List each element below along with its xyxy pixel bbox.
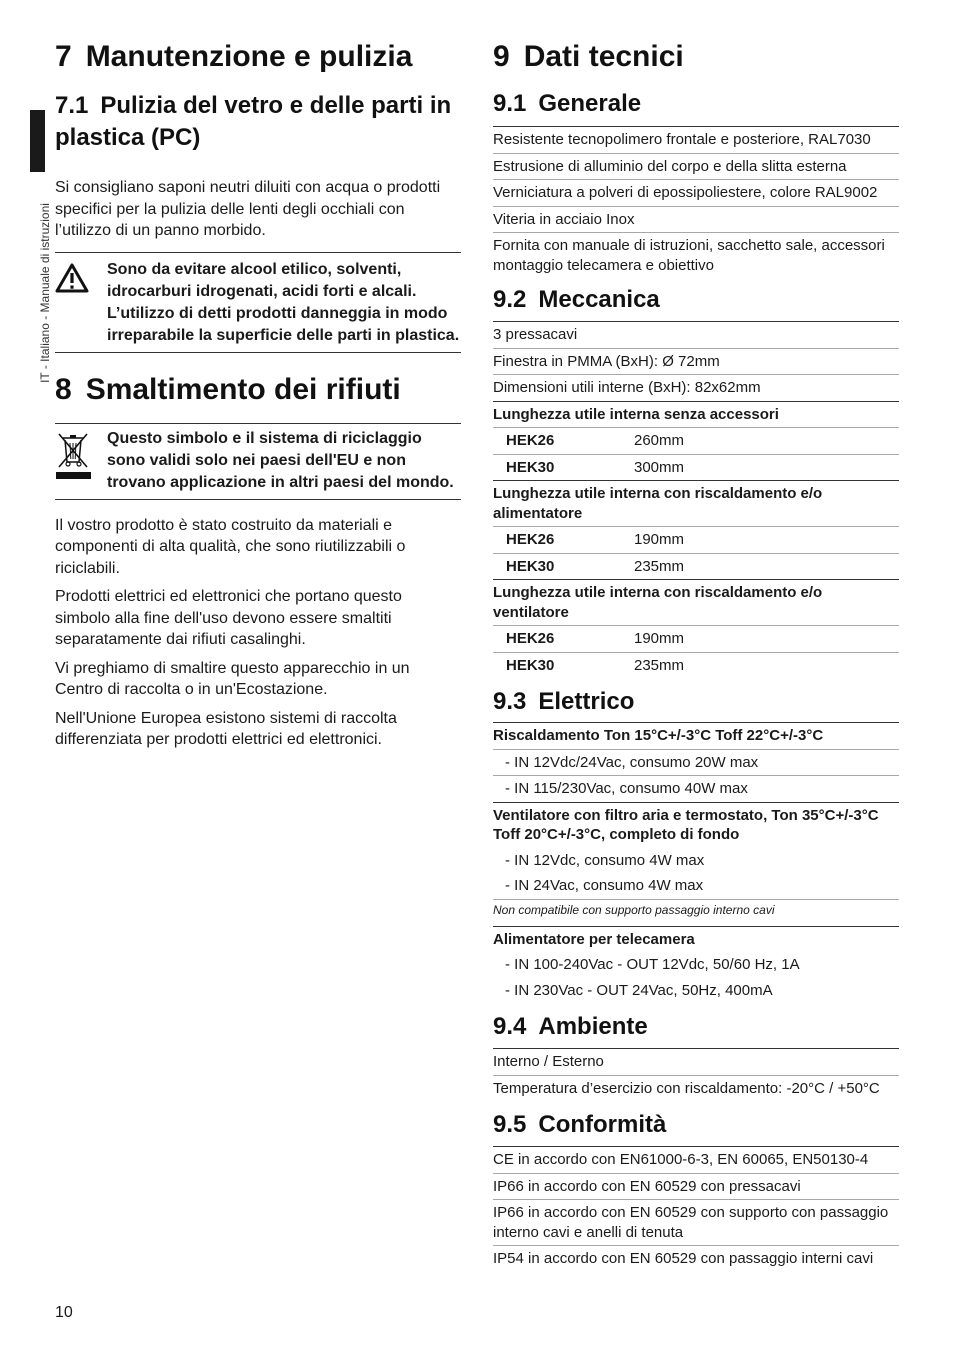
weee-notice-box (55, 423, 461, 500)
section-number: 8 (55, 372, 72, 406)
sidebar-label (38, 180, 52, 405)
spec-row: Estrusione di alluminio del corpo e della slitta esterna (493, 154, 899, 181)
spec-row: Interno / Esterno (493, 1048, 899, 1076)
spec-row: IP66 in accordo con EN 60529 con pressacavi (493, 1174, 899, 1201)
spec-group-title: Alimentatore per telecamera (493, 926, 899, 953)
model-row (493, 653, 899, 679)
section-9-5-heading (493, 1109, 899, 1141)
elettrico-spec-list (493, 722, 899, 1003)
model-row (493, 428, 899, 455)
spec-row: IP66 in accordo con EN 60529 con supporto con passaggio interno cavi e anelli di tenuta (493, 1200, 899, 1246)
spec-row: IP54 in accordo con EN 60529 con passaggio interni cavi (493, 1250, 874, 1267)
model-name: HEK26 (506, 630, 555, 647)
disposal-paragraph: Nell'Unione Europea esistono sistemi di raccolta differenziata per prodotti elettrici ed elettronici. (55, 709, 397, 748)
section-number: 9.5 (493, 1111, 527, 1138)
conformita-spec-list (493, 1146, 899, 1272)
section-number: 9.3 (493, 688, 527, 715)
section-number: 9 (493, 40, 510, 73)
model-row (493, 455, 899, 482)
section-title: Meccanica (538, 286, 660, 313)
section-title: Conformità (538, 1111, 667, 1138)
left-column (55, 38, 461, 751)
spec-bullet: - IN 12Vdc/24Vac, consumo 20W max (493, 750, 899, 777)
spec-bullet: - IN 100-240Vac - OUT 12Vdc, 50/60 Hz, 1A (505, 956, 800, 973)
page-number: 10 (55, 1304, 73, 1321)
spec-row: Verniciatura a polveri di epossipoliestere, colore RAL9002 (493, 180, 899, 207)
section-number: 9.1 (493, 90, 527, 117)
section-tab-marker (30, 110, 45, 172)
spec-group-title: Riscaldamento Ton 15°C+/-3°C Toff 22°C+/-3°C (493, 722, 899, 750)
section-title: Dati tecnici (523, 40, 684, 73)
model-name: HEK26 (506, 432, 555, 449)
section-title: Manutenzione e pulizia (85, 40, 413, 73)
section-number: 7.1 (55, 92, 89, 119)
spec-row: Finestra in PMMA (BxH): Ø 72mm (493, 349, 899, 376)
spec-bullet: - IN 115/230Vac, consumo 40W max (493, 776, 899, 803)
spec-group-title: Lunghezza utile interna con riscaldamento e/o alimentatore (493, 481, 899, 527)
spec-group-title: Lunghezza utile interna con riscaldamento e/o ventilatore (493, 580, 899, 626)
warning-box (55, 252, 461, 353)
spec-bullet: - IN 12Vdc, consumo 4W max (505, 851, 705, 869)
section-title: Smaltimento dei rifiuti (85, 372, 401, 406)
cleaning-paragraph: Si consigliano saponi neutri diluiti con acqua o prodotti specifici per la pulizia delle lenti degli occhiali con l’utilizzo di un panno morbido. (55, 179, 441, 239)
model-value: 235mm (634, 656, 685, 674)
warning-text: Sono da evitare alcool etilico, solventi, idrocarburi idrogenati, acidi forti e alcali. L’utilizzo di detti prodotti danneggia in modo irreparabile la superficie delle parti in plastica. (107, 260, 460, 344)
meccanica-spec-list (493, 321, 899, 678)
disposal-paragraph: Vi preghiamo di smaltire questo apparecchio in un Centro di raccolta o in un'Ecostazione. (55, 659, 410, 698)
sidebar-label-text: IT - Italiano - Manuale di istruzioni (38, 202, 53, 383)
section-title: Ambiente (538, 1013, 648, 1040)
spec-group-title: Lunghezza utile interna senza accessori (493, 402, 899, 429)
spec-group-title: Ventilatore con filtro aria e termostato, Ton 35°C+/-3°C Toff 20°C+/-3°C, completo di fondo (493, 806, 879, 843)
spec-row: Temperatura d’esercizio con riscaldamento: -20°C / +50°C (493, 1079, 880, 1097)
generale-spec-list (493, 126, 899, 278)
section-9-2-heading (493, 284, 899, 316)
section-number: 9.2 (493, 286, 527, 313)
section-9-4-heading (493, 1011, 899, 1043)
section-number: 7 (55, 40, 72, 73)
model-row (493, 554, 899, 581)
section-7-1-heading (55, 90, 461, 154)
model-value: 235mm (634, 557, 685, 575)
section-number: 9.4 (493, 1013, 527, 1040)
section-9-1-heading (493, 88, 899, 120)
section-8-heading (55, 371, 461, 409)
model-name: HEK30 (506, 557, 555, 575)
ambiente-spec-list (493, 1048, 899, 1101)
disposal-paragraph: Il vostro prodotto è stato costruito da materiali e componenti di alta qualità, che sono riutilizzabili o riciclabili. (55, 516, 406, 577)
weee-notice-text: Questo simbolo e il sistema di riciclaggio sono validi solo nei paesi dell'EU e non trovano applicazione in altri paesi del mondo. (107, 429, 454, 491)
model-row (493, 626, 899, 653)
spec-bullet: - IN 24Vac, consumo 4W max (493, 873, 899, 900)
warning-triangle-icon (55, 259, 107, 347)
section-title: Generale (538, 90, 642, 117)
crossed-out-bin-icon (55, 428, 107, 494)
spec-row: Resistente tecnopolimero frontale e posteriore, RAL7030 (493, 126, 899, 154)
model-value: 190mm (634, 531, 685, 548)
model-value: 190mm (634, 630, 685, 647)
model-name: HEK26 (506, 531, 555, 548)
model-name: HEK30 (506, 458, 555, 476)
section-title: Pulizia del vetro e delle parti in plastica (PC) (55, 92, 452, 151)
section-7-heading (55, 38, 461, 76)
spec-row: Viteria in acciaio Inox (493, 207, 899, 234)
spec-bullet: - IN 230Vac - OUT 24Vac, 50Hz, 400mA (505, 981, 773, 999)
model-value: 260mm (634, 432, 685, 449)
spec-row: Fornita con manuale di istruzioni, sacchetto sale, accessori montaggio telecamera e obiettivo (493, 237, 885, 274)
section-title: Elettrico (538, 688, 635, 715)
model-row (493, 527, 899, 554)
section-9-3-heading (493, 686, 899, 718)
spec-row: 3 pressacavi (493, 321, 899, 349)
right-column (493, 38, 899, 1272)
section-9-heading (493, 38, 899, 76)
disposal-paragraph: Prodotti elettrici ed elettronici che portano questo simbolo alla fine dell'uso devono essere smaltiti separatamente dai rifiuti casalinghi. (55, 588, 402, 648)
spec-note: Non compatibile con supporto passaggio interno cavi (493, 902, 775, 917)
model-name: HEK30 (506, 656, 555, 674)
spec-row: Dimensioni utili interne (BxH): 82x62mm (493, 375, 899, 402)
model-value: 300mm (634, 458, 685, 476)
spec-row: CE in accordo con EN61000-6-3, EN 60065, EN50130-4 (493, 1146, 899, 1174)
